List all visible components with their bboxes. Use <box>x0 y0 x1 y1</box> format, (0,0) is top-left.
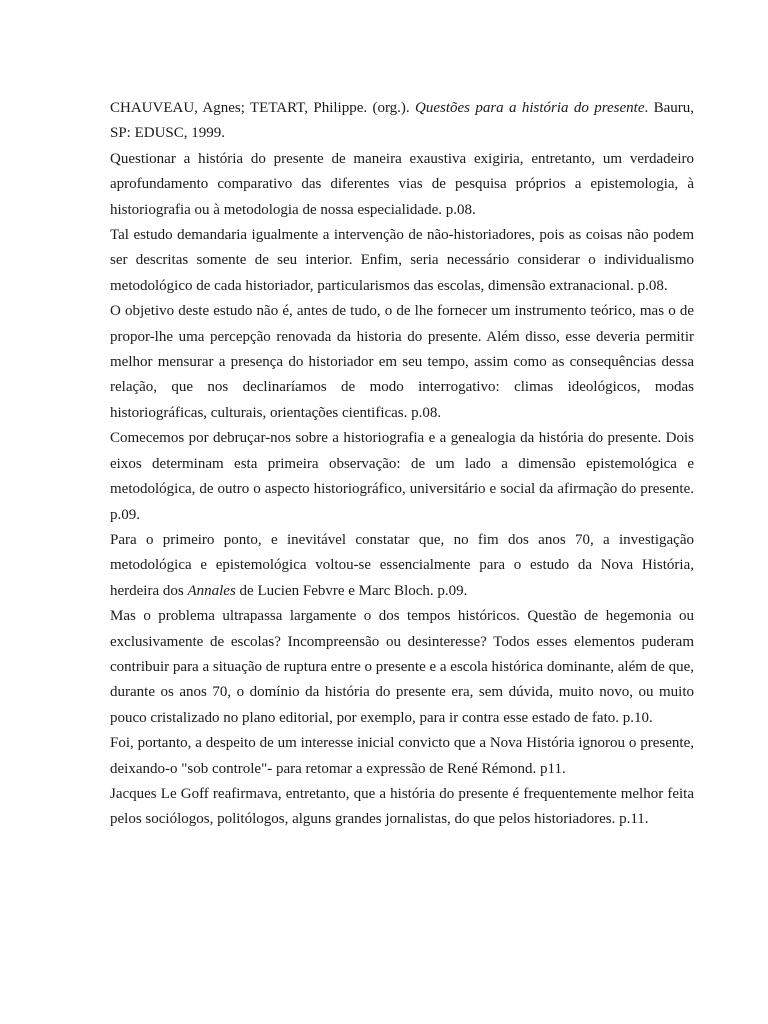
bibliographic-reference <box>110 96 694 147</box>
document-page <box>110 96 694 833</box>
paragraph: O objetivo deste estudo não é, antes de tudo, o de lhe fornecer um instrumento teórico, mas o de propor-lhe uma percepção renovada da historia do presente. Além disso, esse deveria permitir melhor mensurar a presença do historiador em seu tempo, assim como as consequências dessa relação, que nos declinaríamos de modo interrogativo: climas ideológicos, modas historiográficas, culturais, orientações cientificas. p.08. <box>110 303 694 421</box>
annales-text-after: de Lucien Febvre e Marc Bloch. p.09. <box>235 582 468 599</box>
paragraph: Foi, portanto, a despeito de um interesse inicial convicto que a Nova História ignorou o presente, deixando-o "sob controle"- para retomar a expressão de René Rémond. p11. <box>110 735 694 777</box>
annales-italic: Annales <box>187 582 236 599</box>
paragraph: Comecemos por debruçar-nos sobre a historiografia e a genealogia da história do presente. Dois eixos determinam esta primeira observação: de um lado a dimensão epistemológica e metodológica, de outro o aspecto historiográfico, universitário e social da afirmação do presente. p.09. <box>110 430 694 523</box>
reference-publication: . Bauru, SP: EDUSC, 1999. <box>110 100 694 142</box>
paragraph-annales <box>110 528 694 604</box>
paragraph: Jacques Le Goff reafirmava, entretanto, que a história do presente é frequentemente melhor feita pelos sociólogos, politólogos, alguns grandes jornalistas, do que pelos historiadores. p.11. <box>110 785 694 828</box>
reference-authors: CHAUVEAU, Agnes; TETART, Philippe. (org.). <box>110 100 410 116</box>
paragraph: Questionar a história do presente de maneira exaustiva exigiria, entretanto, um verdadeiro aprofundamento comparativo das diferentes vias de pesquisa próprios a epistemologia, à historiografia ou à metodologia de nossa especialidade. p.08. <box>110 150 694 218</box>
reference-title: Questões para a história do presente <box>415 100 645 116</box>
annales-text-before: Para o primeiro ponto, e inevitável constatar que, no fim dos anos 70, a investigação metodológica e epistemológica voltou-se essencialmente para o estudo da Nova História, herdeira dos <box>110 531 694 599</box>
paragraph: Mas o problema ultrapassa largamente o dos tempos históricos. Questão de hegemonia ou exclusivamente de escolas? Incompreensão ou desinteresse? Todos esses elementos puderam contribuir para a situação de ruptura entre o presente e a escola histórica dominante, além de que, durante os anos 70, o domínio da história do presente era, sem dúvida, muito novo, ou muito pouco cristalizado no plano editorial, por exemplo, para ir contra esse estado de fato. p.10. <box>110 608 694 726</box>
paragraph: Tal estudo demandaria igualmente a intervenção de não-historiadores, pois as coisas não podem ser descritas somente de seu interior. Enfim, seria necessário considerar o individualismo metodológico de cada historiador, particularismos das escolas, dimensão extranacional. p.08. <box>110 227 694 294</box>
